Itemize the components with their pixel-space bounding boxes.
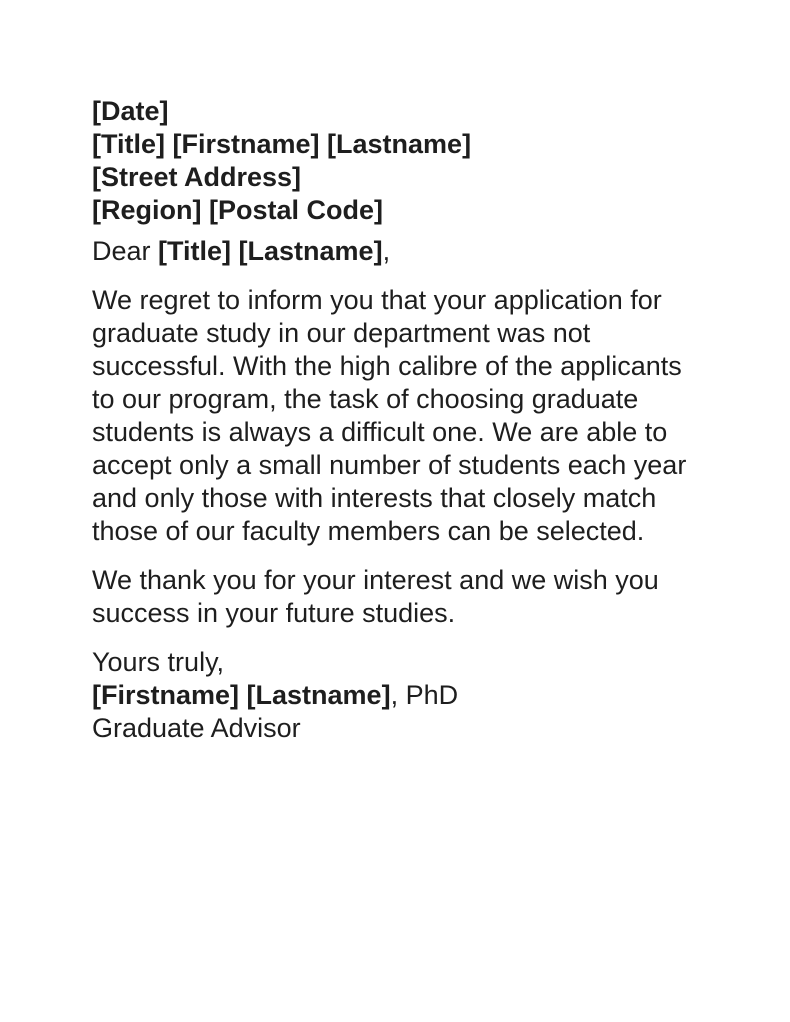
body-paragraph-2: We thank you for your interest and we wish you success in your future studies.	[92, 565, 659, 628]
address-line-region: [Region] [Postal Code]	[92, 195, 383, 225]
recipient-address-block	[92, 95, 698, 227]
salutation-suffix: ,	[382, 236, 391, 266]
signature-line	[92, 679, 698, 712]
signature-suffix: , PhD	[390, 680, 459, 710]
valediction-line: Yours truly,	[92, 647, 225, 677]
signature-title-line: Graduate Advisor	[92, 713, 301, 743]
salutation-line	[92, 235, 698, 268]
closing-block	[92, 646, 698, 745]
salutation-prefix: Dear	[92, 236, 159, 266]
address-line-date: [Date]	[92, 96, 169, 126]
signature-name: [Firstname] [Lastname]	[92, 680, 391, 710]
body-paragraph-1: We regret to inform you that your application for graduate study in our department was not successful. With the high calibre of the applicants to our program, the task of choosing graduate students is always a difficult one. We are able to accept only a small number of students each year and only those with interests that closely match those of our faculty members can be selected.	[92, 285, 687, 546]
address-line-street: [Street Address]	[92, 162, 302, 192]
address-line-name: [Title] [Firstname] [Lastname]	[92, 129, 472, 159]
salutation-recipient: [Title] [Lastname]	[158, 236, 383, 266]
